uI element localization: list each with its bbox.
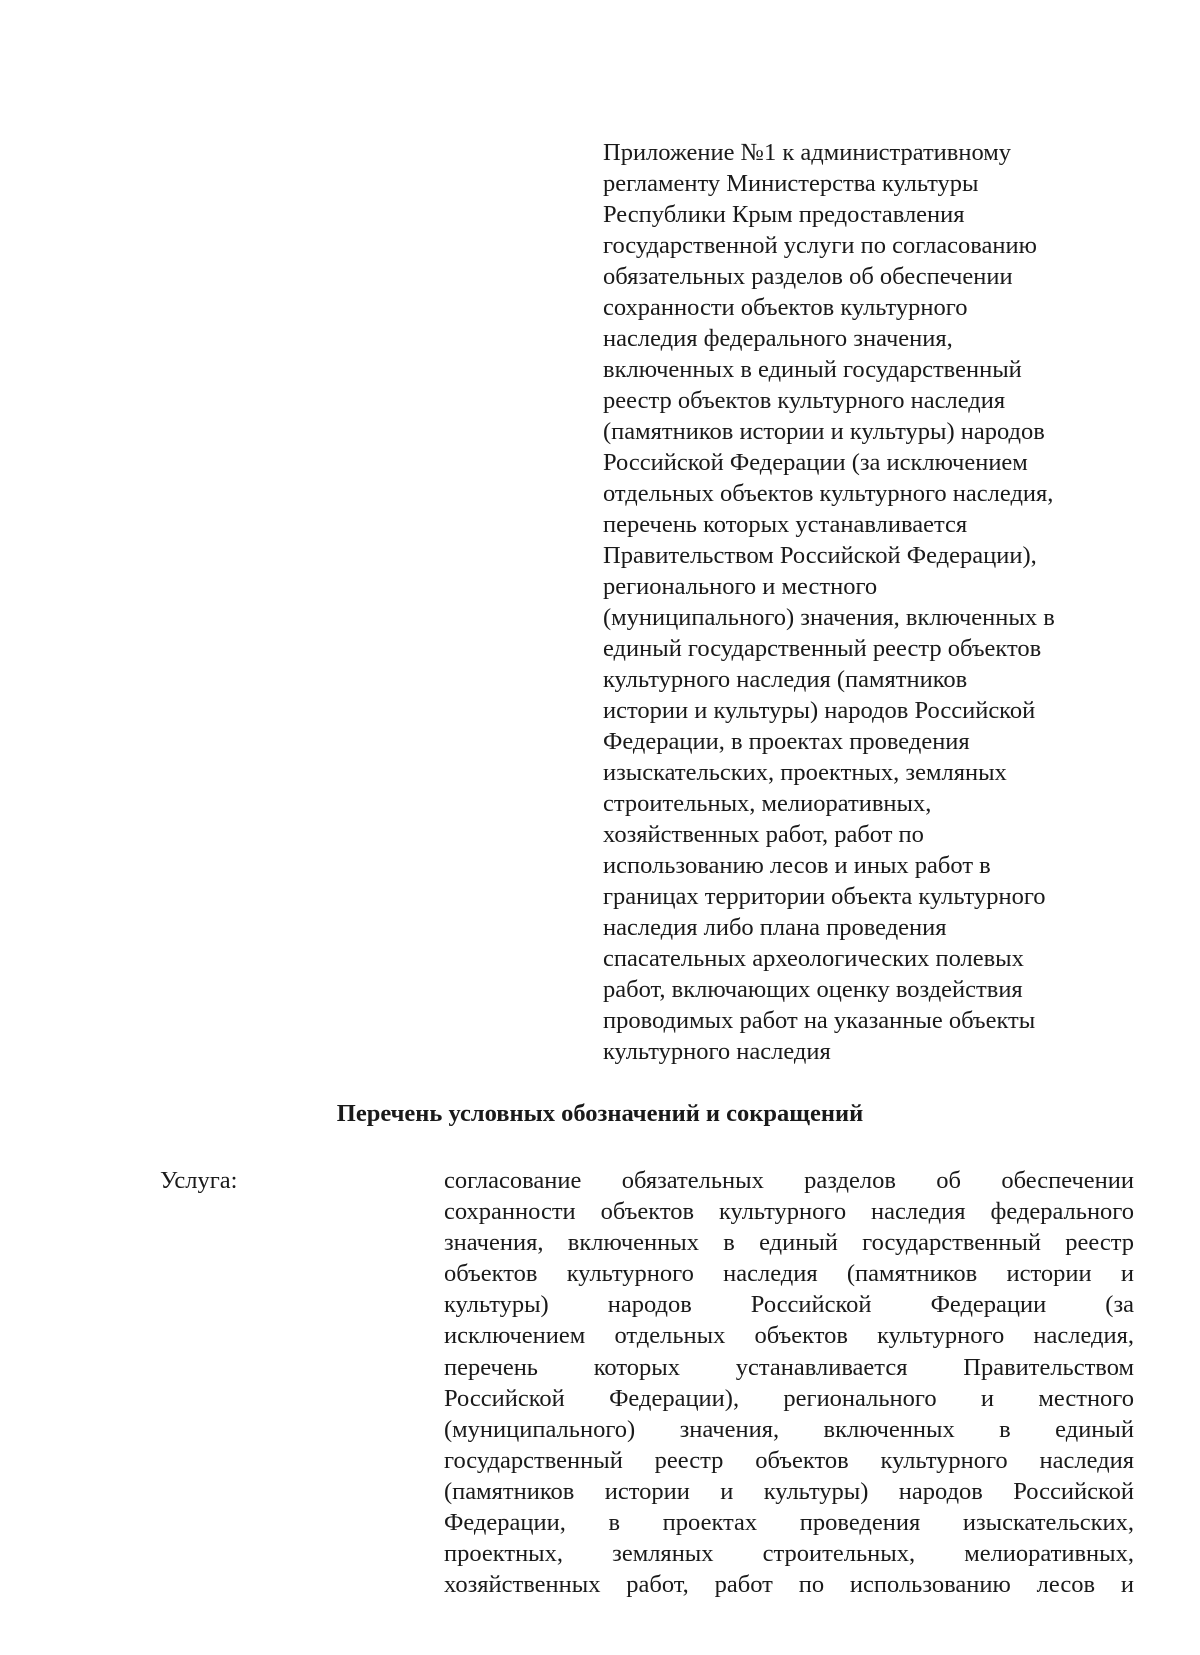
appendix-note-line: использованию лесов и иных работ в — [603, 852, 991, 879]
appendix-note — [603, 137, 1123, 1067]
appendix-note-line: проводимых работ на указанные объекты — [603, 1007, 1036, 1034]
definition-line: проектных, земляных строительных, мелиоративных, — [444, 1540, 1134, 1568]
definition-line: Федерации, в проектах проведения изыскательских, — [444, 1509, 1134, 1537]
appendix-note-line: строительных, мелиоративных, — [603, 790, 932, 817]
appendix-note-line: сохранности объектов культурного — [603, 294, 968, 321]
appendix-note-line: обязательных разделов об обеспечении — [603, 263, 1013, 290]
definition-line: государственный реестр объектов культурного наследия — [444, 1446, 1134, 1474]
appendix-note-line: хозяйственных работ, работ по — [603, 821, 924, 848]
appendix-note-line: реестр объектов культурного наследия — [603, 387, 1006, 414]
appendix-note-line: работ, включающих оценку воздействия — [603, 976, 1023, 1003]
definition-line: сохранности объектов культурного наследия федерального — [444, 1198, 1134, 1226]
appendix-note-line: перечень которых устанавливается — [603, 511, 968, 538]
definition-line: перечень которых устанавливается Правительством — [444, 1353, 1134, 1381]
appendix-note-line: Федерации, в проектах проведения — [603, 728, 970, 755]
definition-line: значения, включенных в единый государственный реестр — [444, 1229, 1134, 1257]
appendix-note-line: регионального и местного — [603, 573, 878, 600]
appendix-note-line: (муниципального) значения, включенных в — [603, 604, 1055, 631]
definition-text — [444, 1165, 1134, 1600]
definition-term: Услуга: — [160, 1167, 238, 1194]
definition-line: согласование обязательных разделов об обеспечении — [444, 1167, 1134, 1194]
appendix-note-line: наследия либо плана проведения — [603, 914, 947, 941]
section-title: Перечень условных обозначений и сокращений — [336, 1100, 864, 1127]
definition-line: объектов культурного наследия (памятников истории и — [444, 1260, 1134, 1288]
definition-line: (муниципального) значения, включенных в единый — [444, 1415, 1134, 1443]
appendix-note-line: (памятников истории и культуры) народов — [603, 418, 1045, 445]
definition-line: хозяйственных работ, работ по использованию лесов и — [444, 1571, 1134, 1599]
appendix-note-line: границах территории объекта культурного — [603, 883, 1046, 910]
appendix-note-line: Республики Крым предоставления — [603, 201, 965, 228]
appendix-note-line: изыскательских, проектных, земляных — [603, 759, 1007, 786]
appendix-note-line: включенных в единый государственный — [603, 356, 1022, 383]
appendix-note-line: культурного наследия — [603, 1038, 831, 1065]
definition-line: Российской Федерации), регионального и местного — [444, 1384, 1134, 1412]
definition-line: культуры) народов Российской Федерации (за — [444, 1291, 1134, 1319]
appendix-note-line: истории и культуры) народов Российской — [603, 697, 1036, 724]
appendix-note-line: культурного наследия (памятников — [603, 666, 968, 693]
appendix-note-line: государственной услуги по согласованию — [603, 232, 1037, 259]
appendix-note-line: регламенту Министерства культуры — [603, 170, 979, 197]
appendix-note-line: Правительством Российской Федерации), — [603, 542, 1037, 569]
appendix-note-line: наследия федерального значения, — [603, 325, 953, 352]
appendix-note-line: Российской Федерации (за исключением — [603, 449, 1028, 476]
appendix-note-line: отдельных объектов культурного наследия, — [603, 480, 1054, 507]
definition-line: (памятников истории и культуры) народов Российской — [444, 1477, 1134, 1505]
appendix-note-line: Приложение №1 к административному — [603, 139, 1011, 166]
appendix-note-line: спасательных археологических полевых — [603, 945, 1024, 972]
definition-line: исключением отдельных объектов культурного наследия, — [444, 1322, 1134, 1350]
appendix-note-line: единый государственный реестр объектов — [603, 635, 1042, 662]
